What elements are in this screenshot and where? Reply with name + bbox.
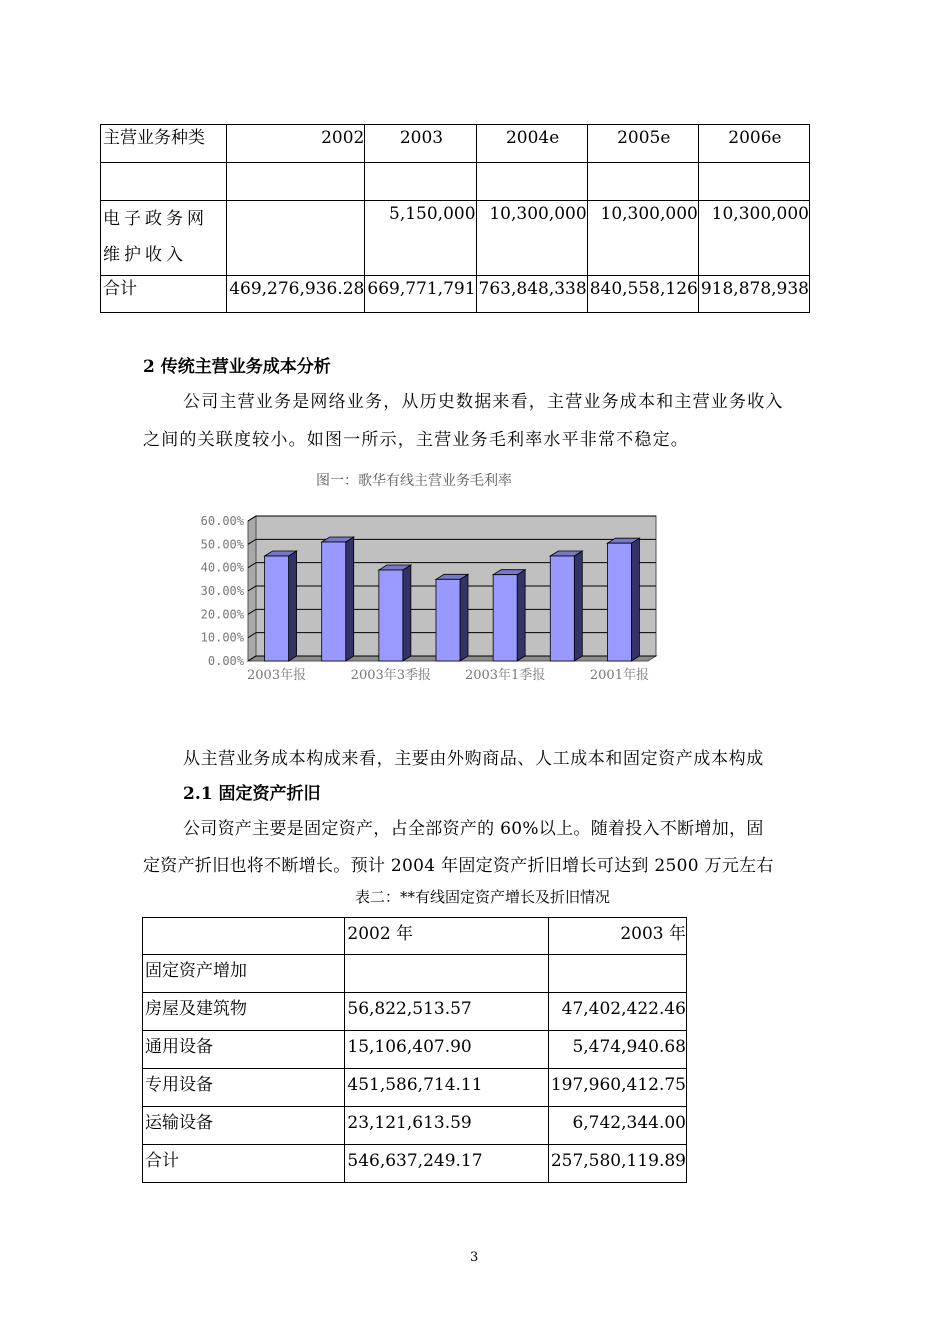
x-tick-label: 2003年1季报 (464, 668, 546, 683)
table-cell: 56,822,513.57 (345, 993, 548, 1031)
table-cell: 10,300,000 (587, 201, 698, 276)
bar (322, 542, 346, 661)
section-heading: 2 传统主营业务成本分析 (143, 357, 331, 377)
table-cell: 运输设备 (143, 1107, 345, 1145)
table-cell: 2003 (365, 125, 476, 163)
paragraph-line: 定资产折旧也将不断增长。预计 2004 年固定资产折旧增长可达到 2500 万元左右 (143, 856, 774, 876)
table-cell: 房屋及建筑物 (143, 993, 345, 1031)
table-cell: 23,121,613.59 (345, 1107, 548, 1145)
table-cell (143, 918, 345, 955)
bar-side (574, 551, 582, 661)
table-cell (101, 163, 227, 201)
bar (550, 556, 574, 661)
table-row (143, 993, 687, 1031)
page-number: 3 (470, 1250, 479, 1265)
y-tick-label: 50.00% (200, 537, 244, 552)
table-total-row (143, 1145, 687, 1183)
table-cell: 918,878,938 (698, 276, 809, 313)
bar-side (346, 537, 354, 661)
table-cell (227, 201, 365, 276)
table-cell: 451,586,714.11 (345, 1069, 548, 1107)
table-cell: 合计 (143, 1145, 345, 1183)
bar-side (631, 538, 639, 661)
table-cell: 2004e (476, 125, 587, 163)
table-cell: 840,558,126 (587, 276, 698, 313)
bar (265, 556, 289, 661)
bar-side (460, 574, 468, 661)
y-tick-label: 30.00% (200, 584, 244, 598)
table-row (101, 163, 810, 201)
table-cell: 通用设备 (143, 1031, 345, 1069)
paragraph-line: 公司资产主要是固定资产，占全部资产的 60%以上。随着投入不断增加，固 (183, 819, 764, 839)
chart-caption: 图一：歌华有线主营业务毛利率 (316, 473, 512, 489)
table-row (101, 201, 810, 276)
table-cell (227, 163, 365, 201)
bar (493, 575, 517, 661)
y-tick-label: 60.00% (200, 514, 244, 528)
bar (436, 579, 460, 661)
x-tick-label: 2003年报 (247, 668, 307, 683)
bar-side (403, 565, 411, 661)
y-tick-label: 10.00% (200, 630, 244, 645)
paragraph: 从主营业务成本构成来看，主要由外购商品、人工成本和固定资产成本构成 (183, 749, 764, 769)
x-tick-label: 2003年3季报 (350, 668, 432, 683)
paragraph-line: 之间的关联度较小。如图一所示，主营业务毛利率水平非常不稳定。 (143, 430, 689, 450)
table-header-row (101, 125, 810, 163)
table-cell (345, 955, 548, 993)
margin-bar-chart (180, 500, 680, 690)
table-cell: 546,637,249.17 (345, 1145, 548, 1183)
y-tick-label: 40.00% (200, 560, 244, 575)
table-cell: 5,474,940.68 (548, 1031, 686, 1069)
table-cell: 专用设备 (143, 1069, 345, 1107)
bar-side (517, 570, 525, 661)
table-cell: 469,276,936.28 (227, 276, 365, 313)
table-row (143, 1031, 687, 1069)
table-cell: 2006e (698, 125, 809, 163)
x-tick-label: 2001年报 (589, 668, 649, 683)
table-cell: 2002 年 (345, 918, 548, 955)
table-cell: 197,960,412.75 (548, 1069, 686, 1107)
table-cell: 763,848,338 (476, 276, 587, 313)
bar-side (289, 551, 297, 661)
table-cell: 5,150,000 (365, 201, 476, 276)
table-cell: 669,771,791 (365, 276, 476, 313)
bar (607, 543, 631, 661)
table-cell: 合计 (101, 276, 227, 313)
fixed-asset-table (142, 917, 687, 1183)
table-cell (365, 163, 476, 201)
table-cell: 2005e (587, 125, 698, 163)
table-caption: 表二：**有线固定资产增长及折旧情况 (355, 888, 611, 906)
table-cell: 固定资产增加 (143, 955, 345, 993)
table-cell: 2002 (227, 125, 365, 163)
table-cell (587, 163, 698, 201)
table-cell (548, 955, 686, 993)
revenue-table (100, 124, 810, 313)
table-row (143, 955, 687, 993)
table-cell: 257,580,119.89 (548, 1145, 686, 1183)
table-cell (698, 163, 809, 201)
table-cell: 47,402,422.46 (548, 993, 686, 1031)
table-total-row (101, 276, 810, 313)
section-heading: 2.1 固定资产折旧 (183, 784, 321, 804)
table-row (143, 1069, 687, 1107)
table-cell (476, 163, 587, 201)
table-cell: 2003 年 (548, 918, 686, 955)
table-cell: 10,300,000 (698, 201, 809, 276)
table-row (143, 1107, 687, 1145)
bar (379, 570, 403, 661)
table-cell: 电子政务网维护收入 (101, 201, 227, 276)
table-cell: 6,742,344.00 (548, 1107, 686, 1145)
table-cell: 10,300,000 (476, 201, 587, 276)
table-cell: 主营业务种类 (101, 125, 227, 163)
y-tick-label: 0.00% (207, 654, 244, 668)
paragraph-line: 公司主营业务是网络业务，从历史数据来看，主营业务成本和主营业务收入 (183, 392, 784, 412)
table-cell: 15,106,407.90 (345, 1031, 548, 1069)
y-tick-label: 20.00% (200, 607, 244, 622)
table-header-row (143, 918, 687, 955)
